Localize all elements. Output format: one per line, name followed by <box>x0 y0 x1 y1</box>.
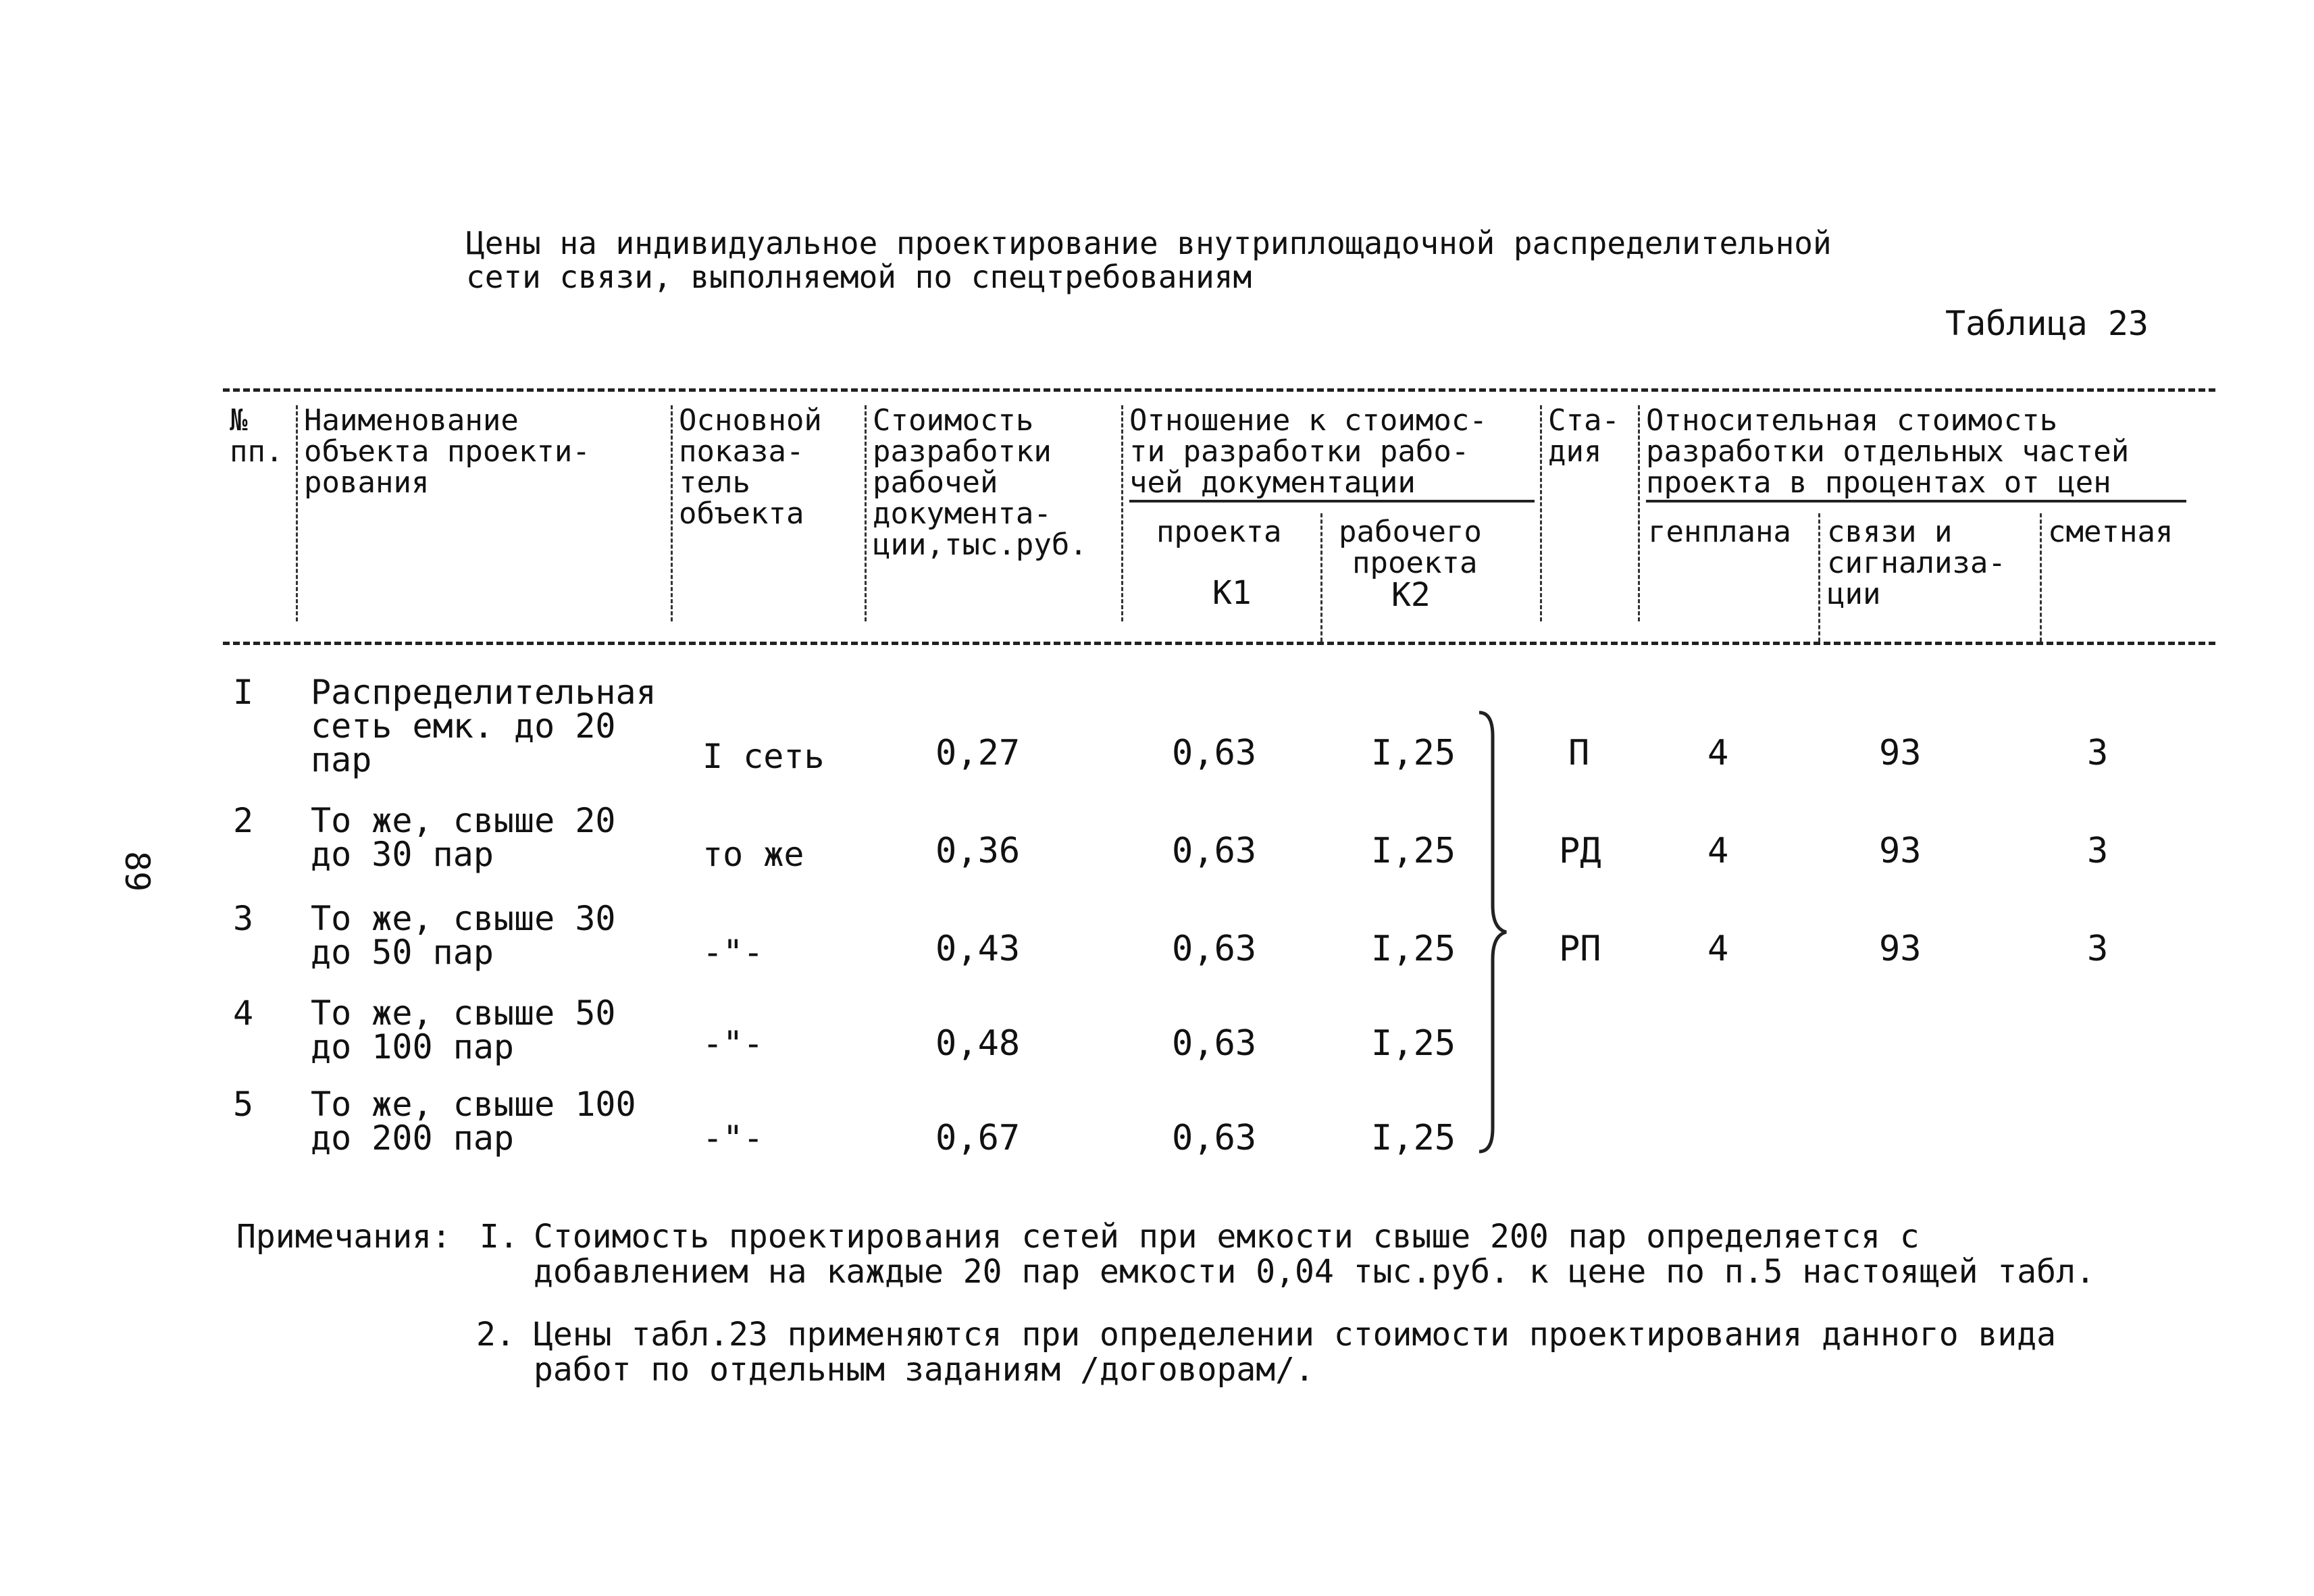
row-3-num: 3 <box>233 899 254 938</box>
header-stage-1: Ста- <box>1548 403 1620 438</box>
header-k2: K2 <box>1391 576 1431 614</box>
relative-underline <box>1646 500 2186 503</box>
row-4-name-2: до 100 пар <box>311 1027 515 1066</box>
header-comm-1: связи и <box>1827 515 1953 549</box>
row-1-num: I <box>233 673 254 712</box>
col-sep-7 <box>1638 405 1640 621</box>
col-sep-3 <box>865 405 867 621</box>
col-sep-4 <box>1121 405 1123 621</box>
row-4-k2: I,25 <box>1371 1023 1456 1064</box>
row-1-name-3: пар <box>311 740 372 779</box>
stage-2-comm: 93 <box>1879 831 1922 871</box>
note-2-line-1: Цены табл.23 применяются при определении стоимости проектирования данного вида <box>534 1316 2057 1354</box>
header-indicator-3: тель <box>679 465 750 500</box>
header-cost-1: Стоимость <box>873 403 1034 438</box>
note-1-line-2: добавлением на каждые 20 пар емкости 0,04 тыс.руб. к цене по п.5 настоящей табл. <box>534 1253 2095 1291</box>
col-sep-1 <box>296 405 298 621</box>
header-cost-2: разработки <box>873 434 1052 469</box>
header-relative-1: Относительная стоимость <box>1646 403 2058 438</box>
header-cost-3: рабочей <box>873 465 998 500</box>
row-2-name-2: до 30 пар <box>311 835 494 874</box>
row-1-k1: 0,63 <box>1172 733 1257 773</box>
header-comm-2: сигнализа- <box>1827 546 2006 580</box>
row-4-num: 4 <box>233 994 254 1033</box>
row-4-indicator: -"- <box>702 1024 764 1063</box>
row-2-indicator: то же <box>702 835 804 874</box>
header-bottom-rule <box>223 642 2215 645</box>
header-name-1: Наименование <box>304 403 519 438</box>
header-stage-2: дия <box>1548 434 1602 469</box>
header-genplan: генплана <box>1648 515 1791 549</box>
row-2-name-1: То же, свыше 20 <box>311 801 616 840</box>
header-ratio-working-1: рабочего <box>1339 515 1482 549</box>
header-indicator-1: Основной <box>679 403 822 438</box>
header-ratio-project: проекта <box>1156 515 1282 549</box>
header-cost-5: ции,тыс.руб. <box>873 527 1087 562</box>
row-5-num: 5 <box>233 1085 254 1124</box>
header-ratio-2: ти разработки рабо- <box>1129 434 1470 469</box>
row-5-name-1: То же, свыше 100 <box>311 1085 636 1124</box>
header-top-rule <box>223 388 2215 392</box>
row-2-num: 2 <box>233 801 254 840</box>
row-1-cost: 0,27 <box>935 733 1021 773</box>
header-estimate: сметная <box>2048 515 2174 549</box>
stage-3-comm: 93 <box>1879 929 1922 969</box>
row-3-k1: 0,63 <box>1172 929 1257 969</box>
stage-1: П <box>1568 733 1590 773</box>
row-3-indicator: -"- <box>702 933 764 972</box>
stage-2: РД <box>1559 831 1601 871</box>
header-indicator-2: показа- <box>679 434 804 469</box>
row-5-indicator: -"- <box>702 1118 764 1158</box>
stage-1-genplan: 4 <box>1707 733 1729 773</box>
header-cost-4: документа- <box>873 496 1052 531</box>
notes-label: Примечания: <box>236 1218 451 1256</box>
header-comm-3: ции <box>1827 577 1881 611</box>
note-1-num: I. <box>480 1218 519 1256</box>
col-sep-2 <box>671 405 673 621</box>
header-relative-3: проекта в процентах от цен <box>1646 465 2111 500</box>
row-5-name-2: до 200 пар <box>311 1118 515 1158</box>
row-3-cost: 0,43 <box>935 929 1021 969</box>
row-2-k2: I,25 <box>1371 831 1456 871</box>
header-ratio-1: Отношение к стоимос- <box>1129 403 1487 438</box>
ratio-underline <box>1129 500 1535 503</box>
stage-1-comm: 93 <box>1879 733 1922 773</box>
header-num-2: пп. <box>230 434 284 469</box>
row-2-k1: 0,63 <box>1172 831 1257 871</box>
row-3-k2: I,25 <box>1371 929 1456 969</box>
row-1-name-2: сеть емк. до 20 <box>311 706 616 746</box>
header-k1: K1 <box>1212 574 1252 612</box>
header-indicator-4: объекта <box>679 496 804 531</box>
row-1-k2: I,25 <box>1371 733 1456 773</box>
grouping-brace <box>1472 709 1513 1155</box>
col-sep-6 <box>1540 405 1542 621</box>
header-ratio-working-2: проекта <box>1352 546 1478 580</box>
stage-3-estimate: 3 <box>2087 929 2109 969</box>
page-number: 89 <box>118 851 157 892</box>
row-1-indicator: I сеть <box>702 737 825 776</box>
stage-1-estimate: 3 <box>2087 733 2109 773</box>
row-3-name-1: То же, свыше 30 <box>311 899 616 938</box>
row-4-name-1: То же, свыше 50 <box>311 994 616 1033</box>
title-line-1: Цены на индивидуальное проектирование внутриплощадочной распределительной <box>466 225 1832 261</box>
stage-3-genplan: 4 <box>1707 929 1729 969</box>
row-3-name-2: до 50 пар <box>311 933 494 972</box>
col-sep-5 <box>1320 513 1322 642</box>
header-name-2: объекта проекти- <box>304 434 590 469</box>
row-1-name-1: Распределительная <box>311 673 657 712</box>
row-4-cost: 0,48 <box>935 1023 1021 1064</box>
row-2-cost: 0,36 <box>935 831 1021 871</box>
note-2-num: 2. <box>476 1316 515 1354</box>
header-ratio-3: чей документации <box>1129 465 1416 500</box>
note-2-line-2: работ по отдельным заданиям /договорам/. <box>534 1351 1314 1389</box>
row-4-k1: 0,63 <box>1172 1023 1257 1064</box>
row-5-cost: 0,67 <box>935 1118 1021 1158</box>
header-relative-2: разработки отдельных частей <box>1646 434 2130 469</box>
stage-3: РП <box>1559 929 1601 969</box>
header-name-3: рования <box>304 465 430 500</box>
title-line-2: сети связи, выполняемой по спецтребованиям <box>466 259 1252 295</box>
row-5-k2: I,25 <box>1371 1118 1456 1158</box>
col-sep-9 <box>2040 513 2042 642</box>
note-1-line-1: Стоимость проектирования сетей при емкости свыше 200 пар определяется с <box>534 1218 1920 1256</box>
row-5-k1: 0,63 <box>1172 1118 1257 1158</box>
col-sep-8 <box>1818 513 1820 642</box>
table-label: Таблица 23 <box>1945 304 2149 343</box>
stage-2-genplan: 4 <box>1707 831 1729 871</box>
header-num-1: № <box>230 403 248 438</box>
stage-2-estimate: 3 <box>2087 831 2109 871</box>
